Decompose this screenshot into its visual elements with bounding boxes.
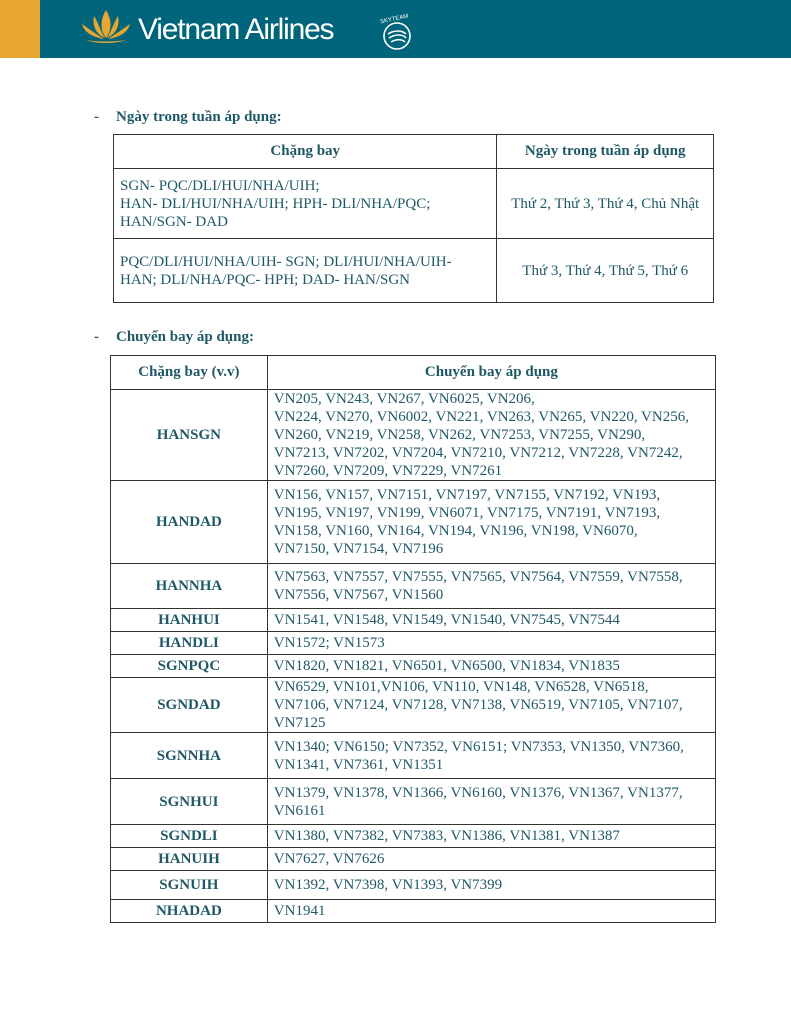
flights-cell: VN7627, VN7626 — [267, 848, 715, 871]
flight-line: VN195, VN197, VN199, VN6071, VN7175, VN7191, VN7193, — [273, 505, 661, 521]
route-line: PQC/DLI/HUI/NHA/UIH- SGN; DLI/HUI/NHA/UIH- — [120, 253, 452, 270]
header-bar — [0, 0, 791, 58]
table-row — [111, 779, 716, 825]
flights-cell: VN1820, VN1821, VN6501, VN6500, VN1834, VN1835 — [267, 655, 715, 678]
table-row — [111, 390, 716, 481]
weekdays-cell: Thứ 2, Thứ 3, Thứ 4, Chủ Nhật — [497, 169, 714, 239]
flight-line: VN156, VN157, VN7151, VN7197, VN7155, VN7192, VN193, — [273, 487, 661, 503]
flights-cell: VN1572; VN1573 — [267, 632, 715, 655]
section-flights-title: Chuyến bay áp dụng: — [116, 329, 254, 345]
lotus-logo-icon — [76, 6, 136, 46]
flights-table — [110, 355, 716, 923]
route-code-cell: SGNNHA — [111, 733, 268, 779]
header-gold-strip — [0, 0, 40, 58]
flight-line: VN1340; VN6150; VN7352, VN6151; VN7353, VN1350, VN7360, — [273, 738, 684, 755]
table-row — [114, 169, 714, 239]
col-header-flights: Chuyến bay áp dụng — [267, 356, 715, 390]
col-header-route: Chặng bay — [114, 135, 497, 169]
flights-cell — [267, 779, 715, 825]
flight-line: VN6161 — [273, 802, 326, 819]
flights-cell — [267, 564, 715, 609]
route-line: SGN- PQC/DLI/HUI/NHA/UIH; — [120, 177, 320, 194]
flight-line: VN205, VN243, VN267, VN6025, VN206, — [273, 391, 535, 407]
flights-cell — [267, 733, 715, 779]
skyteam-text: SKYTEAM — [379, 13, 409, 26]
flight-line: VN6529, VN101,VN106, VN110, VN148, VN6528, VN6518, — [273, 679, 649, 695]
route-cell — [114, 239, 497, 303]
flights-cell: VN1541, VN1548, VN1549, VN1540, VN7545, VN7544 — [267, 609, 715, 632]
weekdays-table — [113, 134, 714, 303]
route-code-cell: NHADAD — [111, 900, 268, 923]
col-header-weekdays: Ngày trong tuần áp dụng — [497, 135, 714, 169]
table-row — [111, 655, 716, 678]
bullet-dash: - — [94, 109, 99, 125]
route-line: HAN; DLI/NHA/PQC- HPH; DAD- HAN/SGN — [120, 271, 411, 288]
route-code-cell: HANNHA — [111, 564, 268, 609]
table-row — [111, 564, 716, 609]
flights-cell: VN1392, VN7398, VN1393, VN7399 — [267, 871, 715, 900]
table-header-row — [114, 135, 714, 169]
flight-line: VN7150, VN7154, VN7196 — [273, 541, 444, 557]
route-line: HAN- DLI/HUI/NHA/UIH; HPH- DLI/NHA/PQC; — [120, 195, 431, 212]
flight-line: VN7563, VN7557, VN7555, VN7565, VN7564, VN7559, VN7558, — [273, 569, 683, 585]
table-row — [114, 239, 714, 303]
table-row — [111, 609, 716, 632]
flight-line: VN260, VN219, VN258, VN262, VN7253, VN7255, VN290, — [273, 427, 646, 443]
route-code-cell: SGNDAD — [111, 678, 268, 733]
flights-cell — [267, 481, 715, 564]
table-row — [111, 678, 716, 733]
weekdays-cell: Thứ 3, Thứ 4, Thứ 5, Thứ 6 — [497, 239, 714, 303]
table-row — [111, 900, 716, 923]
table-row — [111, 871, 716, 900]
table-row — [111, 733, 716, 779]
bullet-dash: - — [94, 329, 99, 345]
section-weekdays-title: Ngày trong tuần áp dụng: — [116, 109, 282, 125]
route-code-cell: HANDLI — [111, 632, 268, 655]
col-header-route: Chặng bay (v.v) — [111, 356, 268, 390]
flight-line: VN158, VN160, VN164, VN194, VN196, VN198, VN6070, — [273, 523, 638, 539]
route-code-cell: SGNHUI — [111, 779, 268, 825]
route-code-cell: HANHUI — [111, 609, 268, 632]
flights-cell: VN1380, VN7382, VN7383, VN1386, VN1381, VN1387 — [267, 825, 715, 848]
flight-line: VN7125 — [273, 715, 326, 731]
flight-line: VN7213, VN7202, VN7204, VN7210, VN7212, VN7228, VN7242, — [273, 445, 683, 461]
flight-line: VN7106, VN7124, VN7128, VN7138, VN6519, VN7105, VN7107, — [273, 697, 683, 713]
flights-cell: VN1941 — [267, 900, 715, 923]
flight-line: VN7556, VN7567, VN1560 — [273, 587, 444, 603]
table-row — [111, 632, 716, 655]
brand-name: Vietnam Airlines — [138, 13, 334, 46]
flights-cell — [267, 390, 715, 481]
route-code-cell: SGNPQC — [111, 655, 268, 678]
route-line: HAN/SGN- DAD — [120, 213, 228, 230]
table-row — [111, 848, 716, 871]
route-code-cell: SGNDLI — [111, 825, 268, 848]
table-row — [111, 825, 716, 848]
flights-cell — [267, 678, 715, 733]
route-code-cell: HANDAD — [111, 481, 268, 564]
flight-line: VN7260, VN7209, VN7229, VN7261 — [273, 463, 503, 479]
flight-line: VN1341, VN7361, VN1351 — [273, 756, 444, 773]
route-code-cell: HANUIH — [111, 848, 268, 871]
flight-line: VN224, VN270, VN6002, VN221, VN263, VN265, VN220, VN256, — [273, 409, 689, 425]
flight-line: VN1379, VN1378, VN1366, VN6160, VN1376, VN1367, VN1377, — [273, 784, 683, 801]
route-cell — [114, 169, 497, 239]
table-row — [111, 481, 716, 564]
route-code-cell: SGNUIH — [111, 871, 268, 900]
route-code-cell: HANSGN — [111, 390, 268, 481]
table-header-row — [111, 356, 716, 390]
skyteam-logo-icon — [372, 12, 416, 52]
